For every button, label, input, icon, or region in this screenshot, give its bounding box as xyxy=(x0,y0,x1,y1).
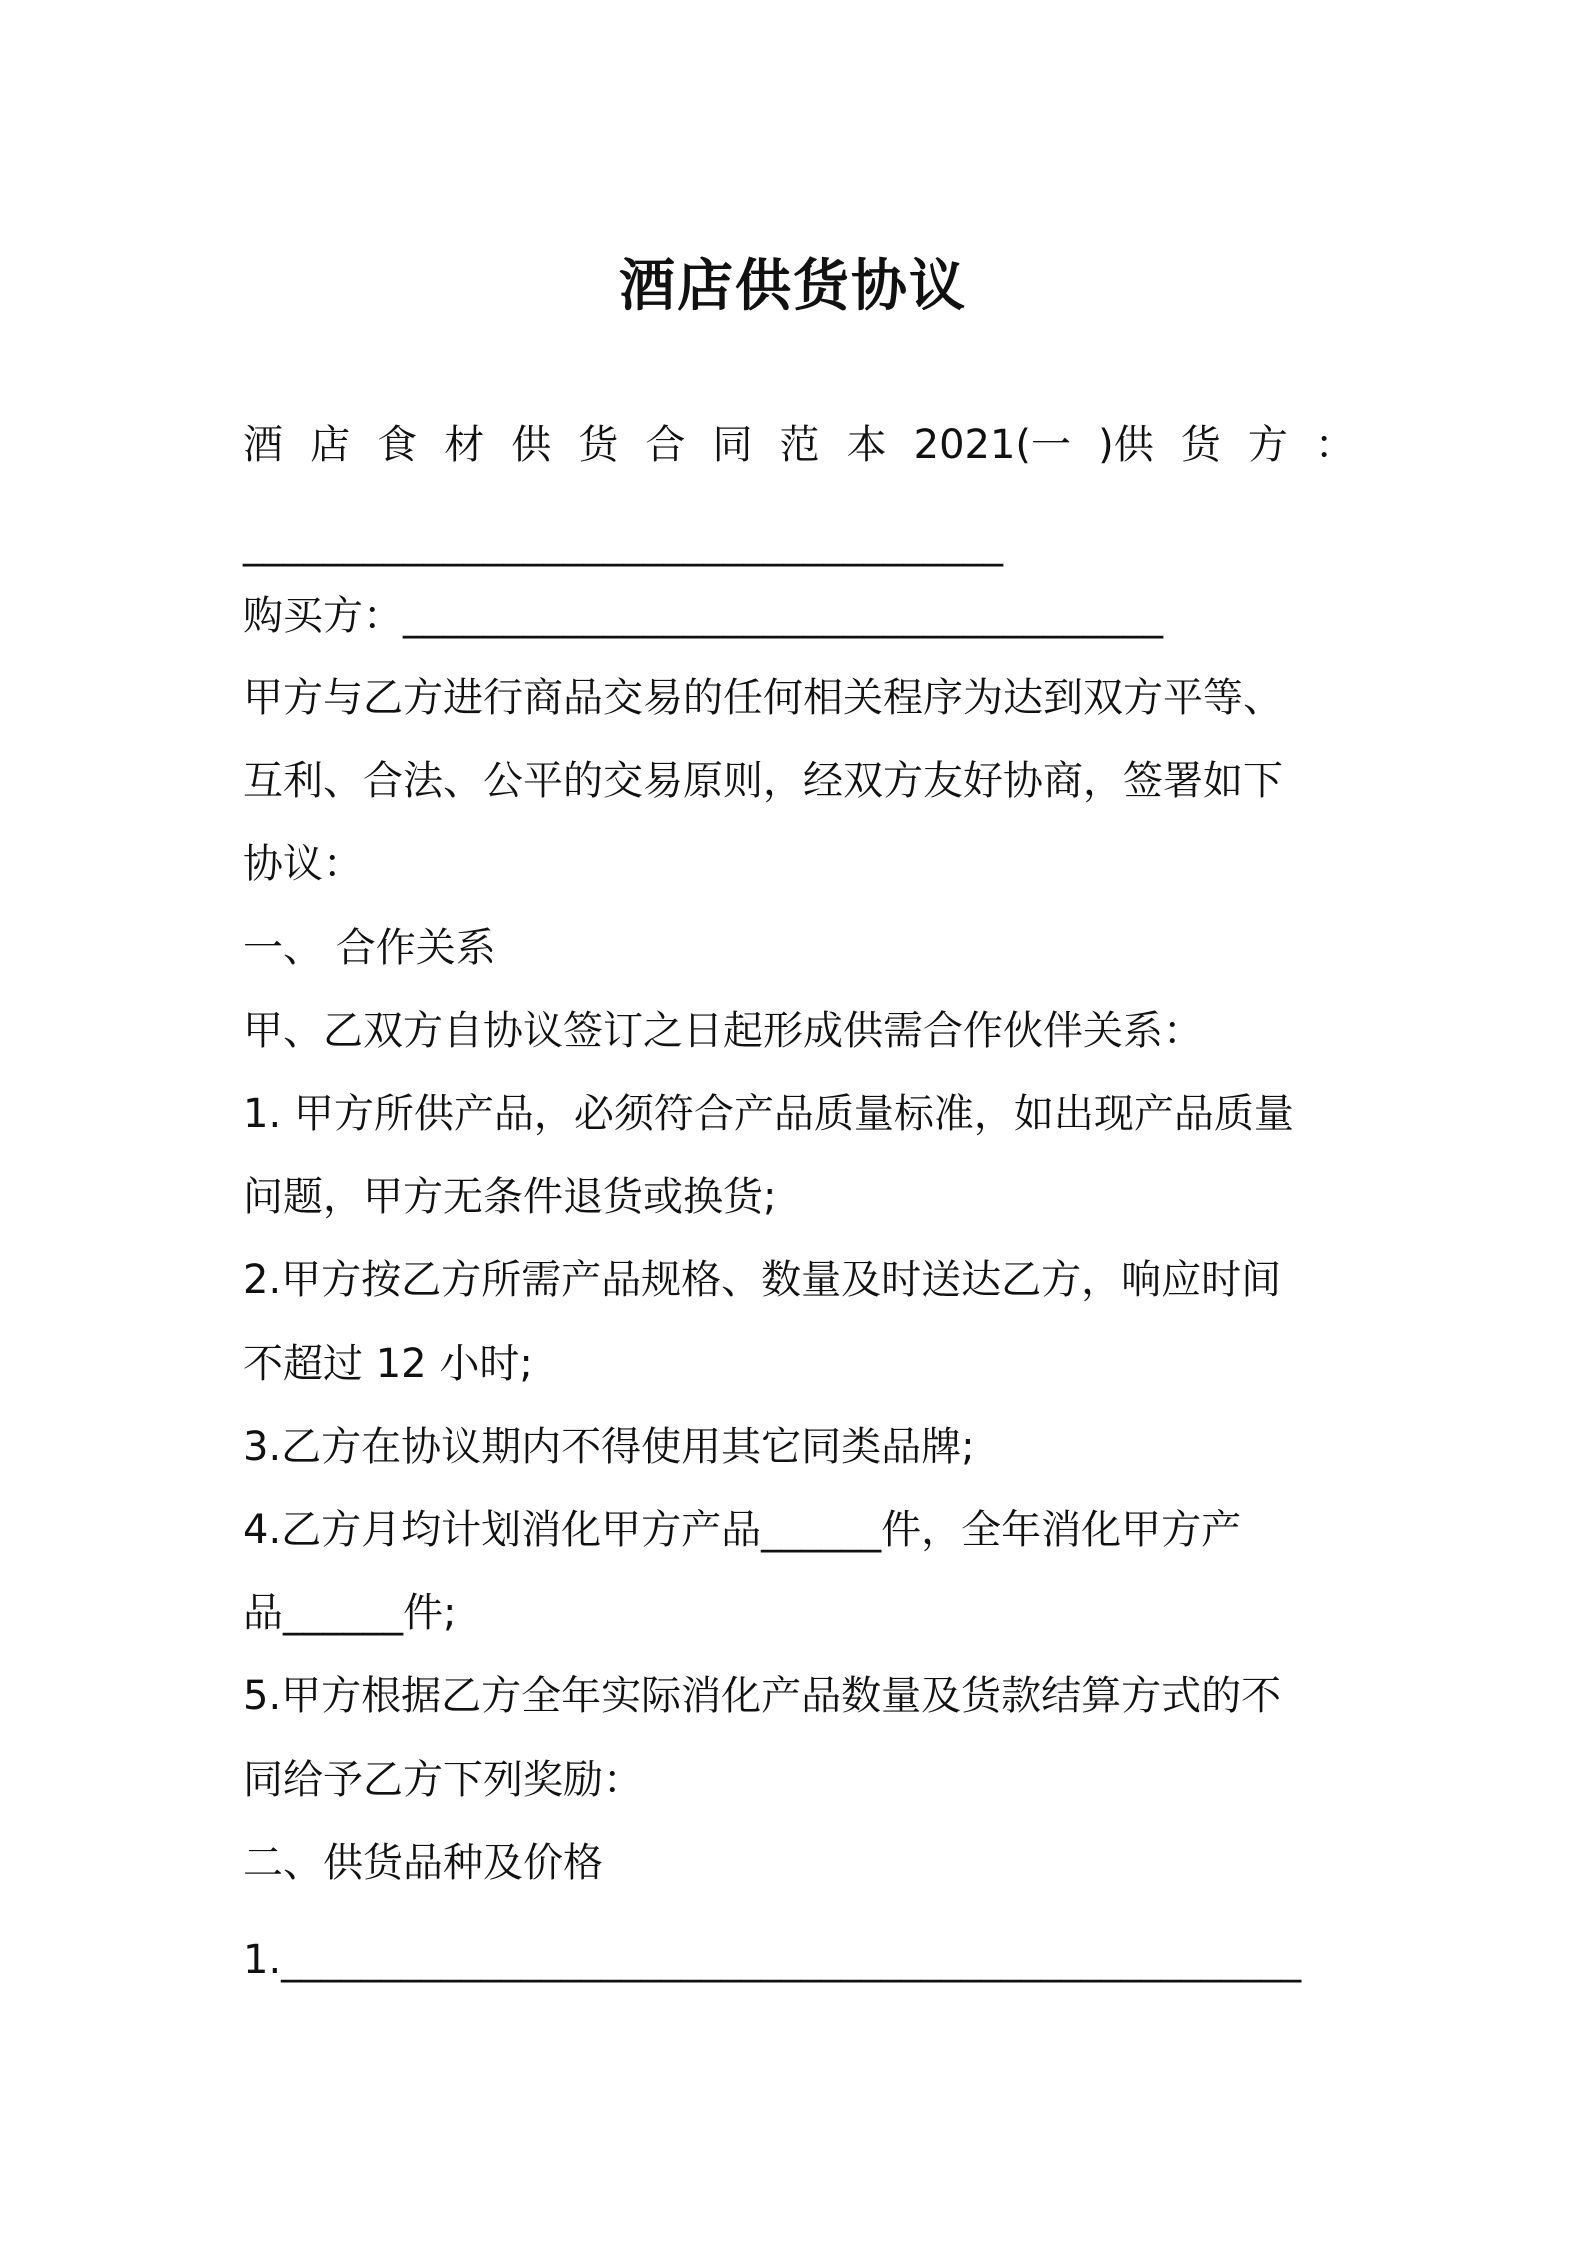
clause-line: 问题，甲方无条件退货或换货; xyxy=(243,1174,777,1220)
clause-line: 1. 甲方所供产品，必须符合产品质量标准，如出现产品质量 xyxy=(243,1091,1294,1137)
header-line-supplier xyxy=(243,417,1355,473)
header-glyph: 货 xyxy=(1180,422,1221,468)
paragraph-line: 互利、合法、公平的交易原则，经双方友好协商，签署如下 xyxy=(243,758,1283,804)
header-glyph: 方 xyxy=(1247,422,1288,468)
header-glyph: 供 xyxy=(511,422,552,468)
header-glyph: 同 xyxy=(712,422,753,468)
section-heading: 一、 合作关系 xyxy=(243,925,496,971)
header-glyph: 本 xyxy=(846,422,887,468)
header-glyph: ： xyxy=(1314,422,1355,468)
clause-line: 品______件; xyxy=(243,1590,457,1636)
clause-line: 同给予乙方下列奖励： xyxy=(243,1757,643,1803)
header-glyph: 范 xyxy=(779,422,820,468)
paragraph-line: 甲、乙双方自协议签订之日起形成供需合作伙伴关系： xyxy=(243,1008,1203,1054)
header-glyph: )供 xyxy=(1098,422,1154,468)
document-title: 酒店供货协议 xyxy=(619,254,967,319)
header-glyph: 酒 xyxy=(243,422,283,468)
header-glyph: 合 xyxy=(645,422,686,468)
paragraph-line: 协议： xyxy=(243,841,363,887)
header-glyph: 2021(一 xyxy=(913,422,1072,468)
header-glyph: 货 xyxy=(578,422,619,468)
supplier-blank-line: ______________________________________ xyxy=(243,521,1003,567)
paragraph-line: 甲方与乙方进行商品交易的任何相关程序为达到双方平等、 xyxy=(243,675,1283,721)
clause-line: 3.乙方在协议期内不得使用其它同类品牌; xyxy=(243,1424,975,1470)
clause-line: 不超过 12 小时; xyxy=(243,1341,533,1387)
list-item-blank: 1.___________________________________________________ xyxy=(243,1937,1302,1983)
header-glyph: 店 xyxy=(310,422,351,468)
buyer-line: 购买方：______________________________________ xyxy=(243,593,1163,639)
header-glyph: 材 xyxy=(444,422,485,468)
clause-line: 5.甲方根据乙方全年实际消化产品数量及货款结算方式的不 xyxy=(243,1673,1282,1719)
header-glyph: 食 xyxy=(377,422,418,468)
clause-line: 2.甲方按乙方所需产品规格、数量及时送达乙方，响应时间 xyxy=(243,1257,1282,1303)
clause-line: 4.乙方月均计划消化甲方产品______件，全年消化甲方产 xyxy=(243,1507,1242,1553)
section-heading: 二、供货品种及价格 xyxy=(243,1840,603,1886)
